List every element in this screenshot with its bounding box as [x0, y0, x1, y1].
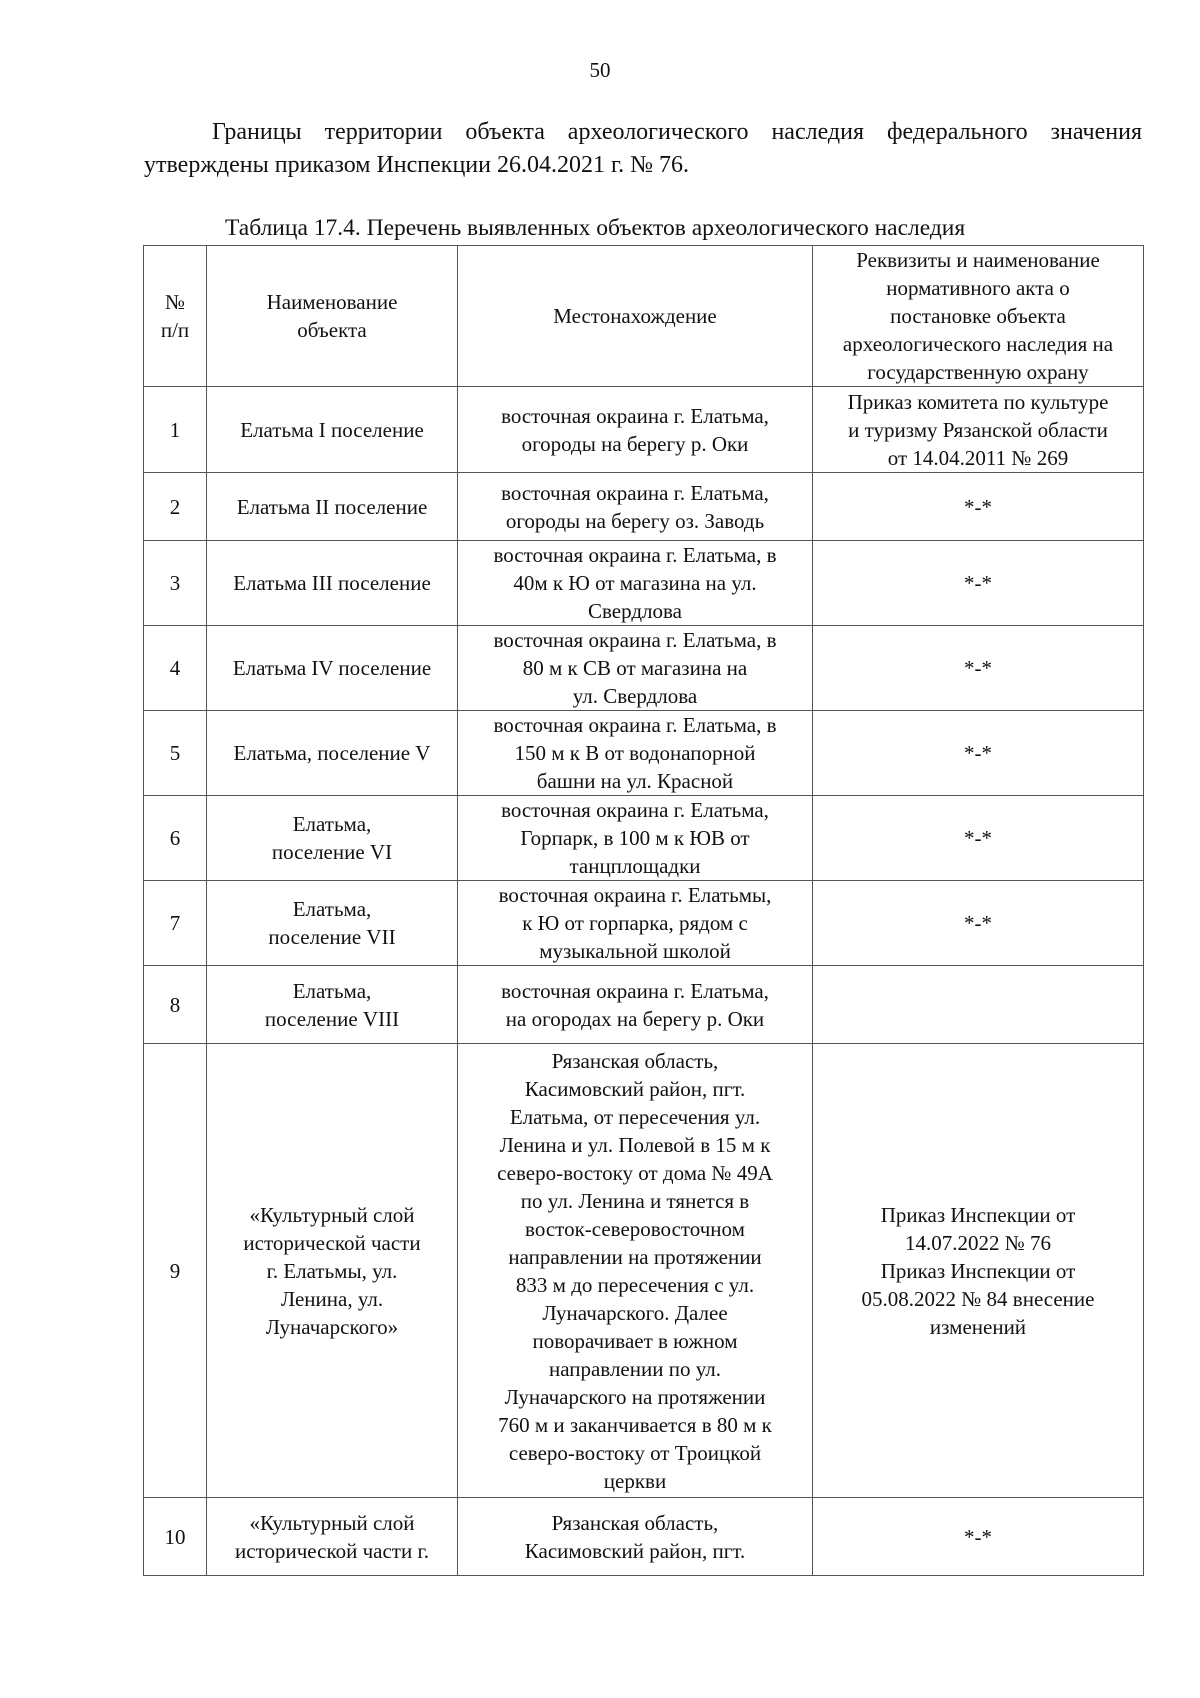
- cell-name: Елатьма, поселение VI: [207, 796, 458, 881]
- cell-act: *-*: [813, 881, 1144, 966]
- cell-num: 2: [144, 473, 207, 541]
- cell-num: 9: [144, 1044, 207, 1498]
- cell-name: Елатьма, поселение V: [207, 711, 458, 796]
- header-num: № п/п: [144, 246, 207, 387]
- cell-name: Елатьма III поселение: [207, 541, 458, 626]
- header-location: Местонахождение: [458, 246, 813, 387]
- cell-num: 3: [144, 541, 207, 626]
- table-row: [144, 1044, 1144, 1498]
- cell-name: Елатьма IV поселение: [207, 626, 458, 711]
- header-name: Наименование объекта: [207, 246, 458, 387]
- table-row: [144, 473, 1144, 541]
- cell-num: 5: [144, 711, 207, 796]
- archaeology-objects-table: [143, 245, 1144, 1576]
- intro-paragraph: Границы территории объекта археологического наследия федерального значения утверждены приказом Инспекции 26.04.2021 г. № 76.: [144, 119, 1142, 178]
- header-act: Реквизиты и наименование нормативного акта о постановке объекта археологического наследия на государственную охрану: [813, 246, 1144, 387]
- cell-num: 4: [144, 626, 207, 711]
- cell-name: Елатьма, поселение VIII: [207, 966, 458, 1044]
- table-row: [144, 966, 1144, 1044]
- table-row: [144, 881, 1144, 966]
- cell-act: *-*: [813, 626, 1144, 711]
- cell-act: *-*: [813, 1498, 1144, 1576]
- table-row: [144, 711, 1144, 796]
- cell-act: Приказ комитета по культуре и туризму Рязанской области от 14.04.2011 № 269: [813, 387, 1144, 473]
- cell-act: *-*: [813, 796, 1144, 881]
- cell-num: 1: [144, 387, 207, 473]
- cell-name: Елатьма, поселение VII: [207, 881, 458, 966]
- cell-location: Рязанская область, Касимовский район, пгт. Елатьма, от пересечения ул. Ленина и ул. Полевой в 15 м к северо-востоку от дома № 49А по ул. Ленина и тянется в восток-северовосточном направлении на протяжении 833 м до пересечения с ул. Луначарского. Далее поворачивает в южном направлении по ул. Луначарского на протяжении 760 м и заканчивается в 80 м к северо-востоку от Троицкой церкви: [458, 1044, 813, 1498]
- cell-num: 7: [144, 881, 207, 966]
- cell-location: восточная окраина г. Елатьма, на огородах на берегу р. Оки: [458, 966, 813, 1044]
- cell-location: восточная окраина г. Елатьма, огороды на берегу оз. Заводь: [458, 473, 813, 541]
- cell-num: 8: [144, 966, 207, 1044]
- cell-location: восточная окраина г. Елатьма, в 40м к Ю от магазина на ул. Свердлова: [458, 541, 813, 626]
- cell-location: восточная окраина г. Елатьма, Горпарк, в 100 м к ЮВ от танцплощадки: [458, 796, 813, 881]
- table-caption: Таблица 17.4. Перечень выявленных объектов археологического наследия: [225, 215, 966, 241]
- cell-act: [813, 966, 1144, 1044]
- cell-name: «Культурный слой исторической части г.: [207, 1498, 458, 1576]
- table-row: [144, 626, 1144, 711]
- cell-name: Елатьма II поселение: [207, 473, 458, 541]
- cell-num: 6: [144, 796, 207, 881]
- cell-location: Рязанская область, Касимовский район, пгт.: [458, 1498, 813, 1576]
- cell-num: 10: [144, 1498, 207, 1576]
- table-row: [144, 387, 1144, 473]
- cell-name: «Культурный слой исторической части г. Елатьмы, ул. Ленина, ул. Луначарского»: [207, 1044, 458, 1498]
- table-row: [144, 796, 1144, 881]
- cell-location: восточная окраина г. Елатьма, в 150 м к В от водонапорной башни на ул. Красной: [458, 711, 813, 796]
- cell-location: восточная окраина г. Елатьма, в 80 м к СВ от магазина на ул. Свердлова: [458, 626, 813, 711]
- cell-location: восточная окраина г. Елатьмы, к Ю от горпарка, рядом с музыкальной школой: [458, 881, 813, 966]
- table-header-row: [144, 246, 1144, 387]
- cell-act: *-*: [813, 541, 1144, 626]
- cell-act: *-*: [813, 711, 1144, 796]
- cell-act: Приказ Инспекции от 14.07.2022 № 76 Приказ Инспекции от 05.08.2022 № 84 внесение изменений: [813, 1044, 1144, 1498]
- table-row: [144, 1498, 1144, 1576]
- page-number: 50: [589, 58, 611, 82]
- cell-act: *-*: [813, 473, 1144, 541]
- cell-name: Елатьма I поселение: [207, 387, 458, 473]
- table-row: [144, 541, 1144, 626]
- cell-location: восточная окраина г. Елатьма, огороды на берегу р. Оки: [458, 387, 813, 473]
